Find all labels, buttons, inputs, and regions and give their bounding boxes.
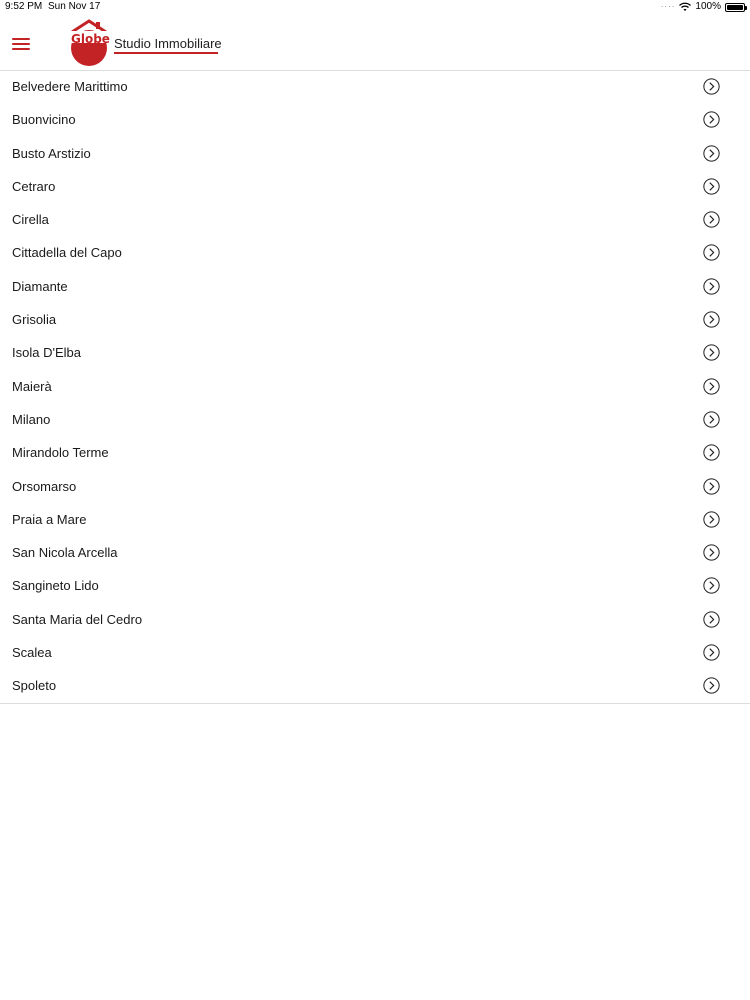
chevron-right-circle-icon[interactable]: [703, 577, 720, 594]
list-item[interactable]: [0, 436, 750, 469]
list-item[interactable]: [0, 370, 750, 403]
list-item-label: Scalea: [12, 645, 52, 661]
chevron-right-circle-icon[interactable]: [703, 478, 720, 495]
list-item[interactable]: [0, 303, 750, 336]
chevron-right-circle-icon[interactable]: [703, 611, 720, 628]
wifi-icon: [679, 2, 691, 12]
chevron-right-circle-icon[interactable]: [703, 444, 720, 461]
chevron-right-circle-icon[interactable]: [703, 544, 720, 561]
chevron-right-circle-icon[interactable]: [703, 311, 720, 328]
list-item[interactable]: [0, 536, 750, 569]
list-item[interactable]: [0, 403, 750, 436]
status-date: Sun Nov 17: [48, 1, 101, 12]
chevron-right-circle-icon[interactable]: [703, 511, 720, 528]
battery-icon: [725, 3, 745, 12]
chevron-right-circle-icon[interactable]: [703, 344, 720, 361]
hamburger-icon-line: [12, 43, 30, 45]
list-item-label: San Nicola Arcella: [12, 545, 118, 561]
list-item-label: Cittadella del Capo: [12, 245, 122, 261]
list-item-label: Diamante: [12, 278, 68, 294]
status-bar: [0, 0, 750, 14]
list-item[interactable]: [0, 70, 750, 103]
battery-percent: 100%: [695, 1, 721, 12]
list-item-label: Praia a Mare: [12, 511, 87, 527]
chevron-right-circle-icon[interactable]: [703, 178, 720, 195]
list-item-label: Cetraro: [12, 178, 56, 194]
list-item-label: Grisolia: [12, 312, 57, 328]
list-item[interactable]: [0, 503, 750, 536]
list-item-label: Milano: [12, 411, 51, 427]
list-item-label: Belvedere Marittimo: [12, 79, 128, 94]
list-item[interactable]: [0, 569, 750, 602]
list-item[interactable]: [0, 270, 750, 303]
list-item-label: Sangineto Lido: [12, 578, 99, 594]
list-item-label: Maierà: [12, 378, 52, 394]
brand-logo: [68, 18, 223, 68]
status-time: 9:52 PM: [5, 1, 43, 12]
chevron-right-circle-icon[interactable]: [703, 677, 720, 694]
chevron-right-circle-icon[interactable]: [703, 111, 720, 128]
list-item[interactable]: [0, 470, 750, 503]
chevron-right-circle-icon[interactable]: [703, 145, 720, 162]
list-item[interactable]: [0, 137, 750, 170]
list-item-label: Cirella: [12, 212, 49, 228]
signal-icon: ····: [660, 2, 676, 11]
list-item-label: Isola D'Elba: [12, 345, 81, 361]
list-item-label: Spoleto: [12, 678, 57, 694]
chevron-right-circle-icon[interactable]: [703, 78, 720, 95]
hamburger-icon-line: [12, 38, 30, 40]
logo-underline: [114, 52, 218, 54]
list-item[interactable]: [0, 669, 750, 702]
chevron-right-circle-icon[interactable]: [703, 411, 720, 428]
list-item-label: Busto Arstizio: [12, 145, 91, 161]
status-right: [661, 0, 745, 14]
chevron-right-circle-icon[interactable]: [703, 244, 720, 261]
app-header: [0, 14, 750, 71]
menu-button[interactable]: [12, 38, 30, 50]
list-item[interactable]: [0, 336, 750, 369]
list-item[interactable]: [0, 103, 750, 136]
list-item[interactable]: [0, 170, 750, 203]
list-item-label: Santa Maria del Cedro: [12, 611, 143, 627]
location-list: [0, 70, 750, 704]
list-item[interactable]: [0, 636, 750, 669]
list-item-label: Orsomarso: [12, 478, 77, 494]
chevron-right-circle-icon[interactable]: [703, 278, 720, 295]
hamburger-icon-line: [12, 48, 30, 50]
list-item[interactable]: [0, 603, 750, 636]
list-item[interactable]: [0, 203, 750, 236]
logo-tagline: Studio Immobiliare: [114, 36, 222, 51]
list-item-label: Buonvicino: [12, 112, 76, 128]
list-item-label: Mirandolo Terme: [12, 445, 109, 461]
logo-word: Globe: [71, 32, 110, 46]
list-item[interactable]: [0, 236, 750, 269]
chevron-right-circle-icon[interactable]: [703, 644, 720, 661]
chevron-right-circle-icon[interactable]: [703, 211, 720, 228]
chevron-right-circle-icon[interactable]: [703, 378, 720, 395]
